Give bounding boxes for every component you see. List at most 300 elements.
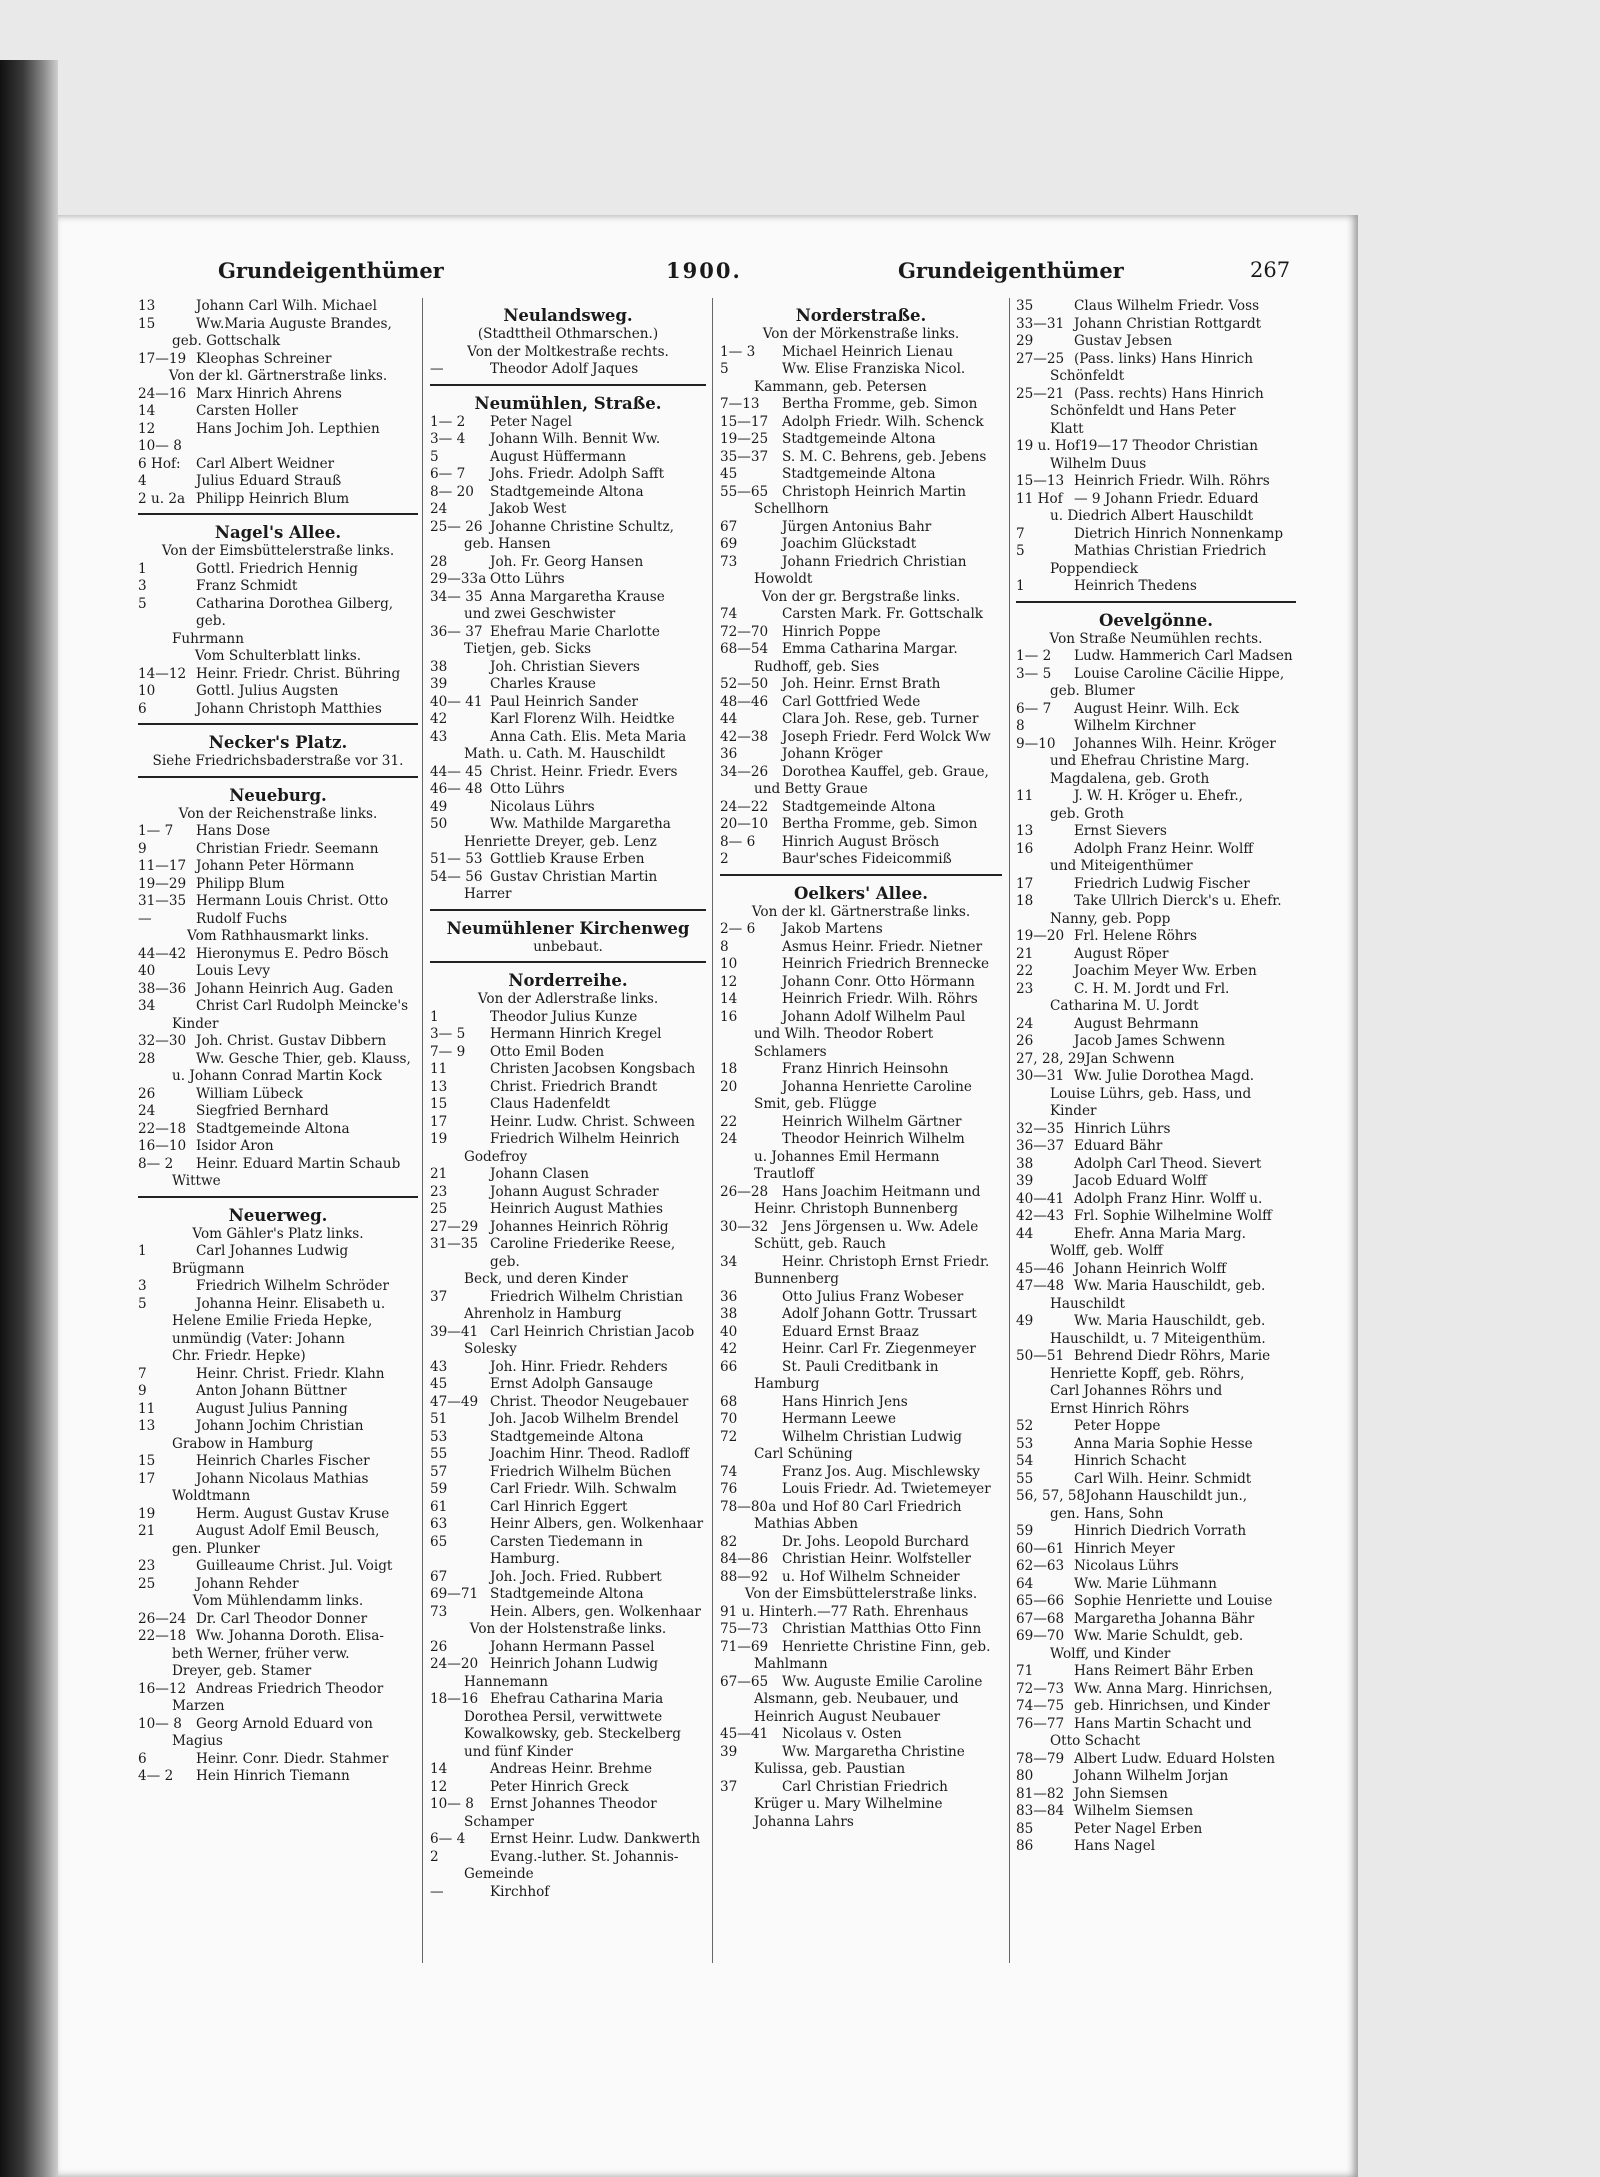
house-number: 32—35 <box>1016 1120 1065 1137</box>
owner-name: Guilleaume Christ. Jul. Voigt <box>196 1558 393 1574</box>
entry-continuation: Hauschildt, u. 7 Miteigenthüm. <box>1050 1330 1266 1347</box>
entry-row <box>430 1639 706 1657</box>
entry-continuation: Wolff, geb. Wolff <box>1050 1243 1163 1259</box>
owner-name: Otto Lührs <box>490 781 565 797</box>
owner-name: C. H. M. Jordt und Frl. <box>1074 980 1230 997</box>
owner-name: Louise Caroline Cäcilie Hippe, <box>1074 665 1285 682</box>
owner-name: Heinr. Carl Fr. Ziegenmeyer <box>782 1341 976 1357</box>
entry-continuation: Trautloff <box>754 1166 815 1182</box>
owner-name: Joh. Hinr. Friedr. Rehders <box>490 1358 668 1375</box>
entry-row <box>430 1481 706 1499</box>
owner-name: Johann August Schrader <box>490 1183 659 1200</box>
house-number: 16 <box>1016 840 1034 857</box>
house-number: 22—18 <box>138 1628 187 1644</box>
owner-name: Ww. Johanna Doroth. Elisa- <box>196 1628 384 1644</box>
entry-row <box>720 1674 1002 1692</box>
owner-name: Asmus Heinr. Friedr. Nietner <box>782 938 983 955</box>
entry-row <box>1016 1716 1296 1734</box>
owner-name: Emma Catharina Margar. <box>782 641 958 657</box>
entry-row <box>430 361 706 379</box>
entry-row <box>430 1201 706 1219</box>
house-number: 13 <box>138 298 156 314</box>
owner-name: Philipp Blum <box>196 875 285 892</box>
owner-name: Stadtgemeinde Altona <box>782 466 936 482</box>
house-number: 20—10 <box>720 816 769 832</box>
house-number: 67—65 <box>720 1673 769 1690</box>
house-number: 29 <box>1016 333 1034 349</box>
house-number: 55—65 <box>720 483 769 500</box>
entry-row <box>720 484 1002 502</box>
entry-row <box>720 1534 1002 1552</box>
entry-row <box>430 1026 706 1044</box>
owner-name: Hans Reimert Bähr Erben <box>1074 1663 1254 1679</box>
house-number: 83—84 <box>1016 1803 1065 1819</box>
house-number: 85 <box>1016 1820 1034 1837</box>
house-number: 61 <box>430 1498 448 1515</box>
house-number: 51— 53 <box>430 851 483 867</box>
entry-row <box>720 676 1002 694</box>
entry-row <box>720 694 1002 712</box>
entry-row <box>430 431 706 449</box>
owner-name: Paul Heinrich Sander <box>490 693 639 710</box>
entry-row <box>1016 736 1296 754</box>
entry-continuation: Johanna Lahrs <box>754 1813 854 1830</box>
column-4 <box>1016 298 1296 1856</box>
house-number: 2— 6 <box>720 921 756 937</box>
owner-name: Dr. Carl Theodor Donner <box>196 1610 368 1627</box>
entry-row <box>430 1236 706 1271</box>
house-number: 24 <box>138 1103 156 1119</box>
section-rule <box>138 1196 418 1198</box>
owner-name: Gustav Christian Martin <box>490 868 658 885</box>
entry-continuation: Grabow in Hamburg <box>172 1435 314 1452</box>
entry-row <box>430 694 706 712</box>
owner-name: Joh. Christ. Gustav Dibbern <box>196 1033 387 1049</box>
house-number: 72—70 <box>720 623 769 640</box>
owner-name: — 9 Johann Friedr. Eduard <box>1074 490 1259 507</box>
house-number: 44—42 <box>138 945 187 962</box>
entry-row <box>1016 876 1296 894</box>
section-rule <box>430 909 706 911</box>
entry-row <box>720 1061 1002 1079</box>
house-number: 38 <box>1016 1155 1034 1172</box>
owner-name: Johann Christian Rottgardt <box>1074 315 1262 332</box>
owner-name: Jens Jörgensen u. Ww. Adele <box>782 1218 979 1235</box>
house-number: 8— 2 <box>138 1155 174 1172</box>
entry-row <box>1016 1698 1296 1716</box>
house-number: 25—21 <box>1016 385 1065 402</box>
owner-name: Carsten Mark. Fr. Gottschalk <box>782 606 984 622</box>
entry-row <box>430 501 706 519</box>
house-number: 29—33a <box>430 571 487 587</box>
entry-row <box>138 1401 418 1419</box>
house-number: 1— 3 <box>720 343 756 360</box>
entry-row <box>1016 1261 1296 1279</box>
entry-row <box>430 1761 706 1779</box>
section-rule <box>138 723 418 725</box>
entry-row <box>720 519 1002 537</box>
entry-row <box>430 554 706 572</box>
owner-name: Clara Joh. Rese, geb. Turner <box>782 711 979 727</box>
owner-name: Christian Friedr. Seemann <box>196 840 379 857</box>
house-number: 1 <box>1016 578 1025 594</box>
entry-continuation: Schönfeldt und Hans Peter <box>1050 403 1236 419</box>
house-number: 67—68 <box>1016 1610 1065 1627</box>
entry-row <box>138 1628 418 1646</box>
owner-name: Mathias Christian Friedrich <box>1074 543 1267 559</box>
house-number: 16—10 <box>138 1138 187 1154</box>
owner-name: Bertha Fromme, geb. Simon <box>782 816 978 832</box>
entry-row <box>430 571 706 589</box>
house-number: 88—92 <box>720 1568 769 1585</box>
entry-row <box>138 701 418 719</box>
column-2 <box>430 298 706 1901</box>
entry-row <box>430 624 706 642</box>
owner-name: Anna Cath. Elis. Meta Maria <box>490 728 687 745</box>
entry-row <box>1016 1803 1296 1821</box>
owner-name: Johannes Wilh. Heinr. Kröger <box>1074 735 1276 752</box>
house-number: 69—70 <box>1016 1628 1065 1644</box>
owner-name: Jacob Eduard Wolff <box>1074 1173 1207 1189</box>
entry-row <box>138 1366 418 1384</box>
house-number: 64 <box>1016 1575 1034 1592</box>
section-note: Von der kl. Gärtnerstraße links. <box>751 903 971 920</box>
entry-row <box>720 1499 1002 1517</box>
owner-name: Heinrich Thedens <box>1074 578 1197 594</box>
entry-row <box>138 456 418 474</box>
house-number: 18 <box>1016 893 1034 909</box>
street-heading: Neulandsweg. <box>503 306 633 325</box>
owner-name: Adolph Franz Hinr. Wolff u. <box>1074 1190 1263 1207</box>
house-number: 6— 7 <box>1016 700 1052 717</box>
owner-name: Johanna Heinr. Elisabeth u. <box>196 1295 386 1312</box>
owner-name: Johanna Henriette Caroline <box>782 1078 972 1095</box>
entry-row <box>720 1481 1002 1499</box>
entry-continuation: Henriette Dreyer, geb. Lenz <box>464 833 657 850</box>
entry-continuation: Wolff, und Kinder <box>1050 1645 1171 1662</box>
house-number: 26 <box>430 1638 448 1655</box>
owner-name: Theodor Julius Kunze <box>490 1008 638 1025</box>
entry-row <box>720 641 1002 659</box>
house-number: 40 <box>720 1323 738 1340</box>
owner-name: Franz Hinrich Heinsohn <box>782 1061 949 1077</box>
owner-name: Hans Jochim Joh. Lepthien <box>196 420 380 437</box>
entry-row <box>430 711 706 729</box>
house-number: 9 <box>138 840 147 857</box>
house-number: 3 <box>138 578 147 594</box>
house-number: 12 <box>720 973 738 990</box>
owner-name: Johann Heinrich Aug. Gaden <box>196 980 394 997</box>
entry-row <box>720 396 1002 414</box>
owner-name: Ww. Gesche Thier, geb. Klauss, <box>196 1050 411 1067</box>
house-number: 27—25 <box>1016 350 1065 367</box>
house-number: 25 <box>138 1575 156 1592</box>
entry-row <box>1016 1821 1296 1839</box>
house-number: 31—35 <box>430 1236 479 1252</box>
house-number: 23 <box>138 1558 156 1574</box>
entry-row <box>1016 928 1296 946</box>
entry-row <box>1016 648 1296 666</box>
house-number: 3— 5 <box>1016 665 1052 682</box>
owner-name: Johann Hauschildt jun., <box>1085 1488 1248 1504</box>
entry-row <box>1016 1768 1296 1786</box>
entry-row <box>720 1429 1002 1447</box>
entry-row <box>138 1471 418 1489</box>
house-number: 22—18 <box>138 1120 187 1137</box>
entry-continuation: Smit, geb. Flügge <box>754 1096 877 1112</box>
entry-row <box>430 484 706 502</box>
entry-row <box>138 1086 418 1104</box>
entry-row <box>430 1219 706 1237</box>
owner-name: Peter Nagel <box>490 413 573 430</box>
entry-row <box>1016 1068 1296 1086</box>
entry-row <box>138 963 418 981</box>
entry-row <box>720 1009 1002 1027</box>
entry-row <box>430 869 706 887</box>
house-number: 21 <box>1016 945 1034 962</box>
entry-row <box>430 816 706 834</box>
owner-name: Isidor Aron <box>196 1138 274 1154</box>
house-number: 5 <box>430 448 439 465</box>
owner-name: Georg Arnold Eduard von <box>196 1715 373 1732</box>
entry-continuation: Math. u. Cath. M. Hauschildt <box>464 746 666 762</box>
section-note: Siehe Friedrichsbaderstraße vor 31. <box>152 753 404 769</box>
owner-name: Carl Wilh. Heinr. Schmidt <box>1074 1470 1252 1487</box>
entry-continuation: u. Johannes Emil Hermann <box>754 1148 940 1165</box>
house-number: 38 <box>430 658 448 675</box>
entry-row <box>430 659 706 677</box>
house-number: 50 <box>430 816 448 832</box>
house-number: 19 <box>138 1505 156 1522</box>
owner-name: Otto Lührs <box>490 571 565 587</box>
house-number: 52—50 <box>720 676 769 692</box>
house-number: 1— 7 <box>138 823 174 839</box>
entry-continuation: und Ehefrau Christine Marg. <box>1050 753 1250 769</box>
owner-name: Dietrich Hinrich Nonnenkamp <box>1074 525 1284 542</box>
owner-name: Ernst Sievers <box>1074 823 1167 839</box>
house-number: 43 <box>430 1358 448 1375</box>
owner-name: Heinrich Charles Fischer <box>196 1453 370 1469</box>
house-number: 17 <box>430 1113 448 1130</box>
section-note: Vom Rathhausmarkt links. <box>187 928 369 944</box>
entry-continuation: Schellhorn <box>754 501 829 517</box>
owner-name: Stadtgemeinde Altona <box>490 483 644 500</box>
entry-row <box>138 893 418 911</box>
street-heading: Oevelgönne. <box>1098 610 1213 630</box>
entry-row <box>138 491 418 509</box>
owner-name: Hans Dose <box>196 823 271 839</box>
entry-continuation: Dreyer, geb. Stamer <box>172 1663 312 1679</box>
column-3 <box>720 298 1002 1831</box>
owner-name: Johann Kröger <box>782 746 883 762</box>
owner-name: Hieronymus E. Pedro Bösch <box>196 945 389 962</box>
house-number: 5 <box>138 595 147 612</box>
entry-row <box>720 1306 1002 1324</box>
house-number: 1 <box>138 1243 147 1259</box>
entry-row <box>720 1114 1002 1132</box>
entry-continuation: Otto Schacht <box>1050 1733 1141 1749</box>
house-number: 70 <box>720 1411 738 1427</box>
owner-name: Otto Emil Boden <box>490 1043 605 1060</box>
owner-name: Joachim Hinr. Theod. Radloff <box>490 1446 690 1462</box>
entry-row <box>138 1716 418 1734</box>
house-number: 6— 4 <box>430 1831 466 1847</box>
house-number: 33—31 <box>1016 315 1065 332</box>
house-number: 72—73 <box>1016 1680 1065 1697</box>
house-number: 44 <box>720 711 738 727</box>
house-number: 17 <box>138 1470 156 1487</box>
entry-row <box>720 344 1002 362</box>
entry-row <box>1016 1523 1296 1541</box>
house-number: 16 <box>720 1008 738 1025</box>
house-number: 52 <box>1016 1418 1034 1434</box>
owner-name: Ww. Margaretha Christine <box>782 1743 965 1760</box>
entry-continuation: Kowalkowsky, geb. Steckelberg <box>464 1726 681 1742</box>
house-number: 13 <box>1016 823 1034 839</box>
house-number: 39 <box>430 676 448 692</box>
house-number: 35 <box>1016 298 1034 314</box>
house-number: 27, 28, 29 <box>1016 1050 1086 1067</box>
owner-name: Louis Friedr. Ad. Twietemeyer <box>782 1481 991 1497</box>
entry-row <box>138 1296 418 1314</box>
entry-row <box>720 1411 1002 1429</box>
entry-continuation: geb. Gottschalk <box>172 333 281 349</box>
owner-name: Ww. Marie Schuldt, geb. <box>1074 1628 1244 1644</box>
header-left-title: Grundeigenthümer <box>218 258 444 283</box>
owner-name: Ww. Maria Hauschildt, geb. <box>1074 1278 1266 1294</box>
entry-row <box>138 1681 418 1699</box>
entry-row <box>720 834 1002 852</box>
entry-row <box>138 998 418 1016</box>
house-number: 1— 2 <box>430 413 466 430</box>
house-number: 24—16 <box>138 385 187 402</box>
entry-row <box>138 386 418 404</box>
house-number: 24—20 <box>430 1656 479 1672</box>
owner-name: Hein Hinrich Tiemann <box>196 1768 350 1784</box>
street-heading: Norderreihe. <box>508 971 628 990</box>
house-number: 23 <box>430 1183 448 1200</box>
entry-row <box>720 1359 1002 1377</box>
entry-row <box>1016 893 1296 911</box>
entry-row <box>138 1418 418 1436</box>
entry-row <box>430 1044 706 1062</box>
entry-row <box>138 1611 418 1629</box>
owner-name: Siegfried Bernhard <box>196 1103 329 1119</box>
house-number: 9—10 <box>1016 735 1056 752</box>
house-number: 19—20 <box>1016 928 1065 944</box>
entry-row <box>720 764 1002 782</box>
house-number: 10— 8 <box>138 438 182 454</box>
house-number: 1 <box>138 560 147 577</box>
entry-row <box>138 911 418 929</box>
entry-continuation: Godefroy <box>464 1148 528 1165</box>
owner-name: Behrend Diedr Röhrs, Marie <box>1074 1348 1271 1364</box>
house-number: 51 <box>430 1411 448 1427</box>
entry-continuation: Kulissa, geb. Paustian <box>754 1761 906 1777</box>
entry-row <box>720 1464 1002 1482</box>
house-number: 39 <box>720 1743 738 1760</box>
house-number: 76 <box>720 1481 738 1497</box>
entry-row <box>138 596 418 631</box>
house-number: 47—48 <box>1016 1278 1065 1294</box>
owner-name: Johann Carl Wilh. Michael <box>196 298 377 314</box>
owner-name: Andreas Heinr. Brehme <box>490 1761 653 1777</box>
owner-name: Joh. Christian Sievers <box>490 658 640 675</box>
book-spine <box>0 60 58 2177</box>
owner-name: St. Pauli Creditbank in <box>782 1358 939 1375</box>
house-number: 45 <box>720 466 738 482</box>
owner-name: Johann Friedrich Christian <box>782 553 967 570</box>
entry-row <box>138 1453 418 1471</box>
entry-continuation: und Betty Graue <box>754 781 868 797</box>
owner-name: Eduard Bähr <box>1074 1138 1163 1154</box>
section-note: (Stadttheil Othmarschen.) <box>477 326 659 342</box>
owner-name: Peter Nagel Erben <box>1074 1820 1203 1837</box>
owner-name: Carl Heinrich Christian Jacob <box>490 1323 695 1340</box>
owner-name: Frl. Sophie Wilhelmine Wolff <box>1074 1208 1272 1224</box>
entry-row <box>720 1254 1002 1272</box>
house-number: 6— 7 <box>430 466 466 482</box>
house-number: 44 <box>1016 1225 1034 1242</box>
house-number: 78—79 <box>1016 1750 1065 1767</box>
owner-name: Charles Krause <box>490 676 596 692</box>
owner-name <box>196 438 418 456</box>
owner-name: Adolf Johann Gottr. Trussart <box>782 1306 977 1322</box>
entry-row <box>138 1751 418 1769</box>
house-number: 24—22 <box>720 798 769 815</box>
house-number: 5 <box>1016 543 1025 559</box>
owner-name: Joachim Meyer Ww. Erben <box>1074 963 1257 979</box>
entry-continuation: Schütt, geb. Rauch <box>754 1236 886 1252</box>
house-number: 9 <box>138 1383 147 1399</box>
house-number: 60—61 <box>1016 1540 1065 1557</box>
owner-name: Gottl. Friedrich Hennig <box>196 560 358 577</box>
house-number: 10 <box>720 956 738 972</box>
entry-row <box>1016 1751 1296 1769</box>
entry-row <box>1016 526 1296 544</box>
owner-name: Heinr Albers, gen. Wolkenhaar <box>490 1516 704 1532</box>
owner-name: Carl Johannes Ludwig <box>196 1243 349 1259</box>
owner-name: Heinr. Eduard Martin Schaub <box>196 1155 401 1172</box>
house-number: 14 <box>720 991 738 1007</box>
entry-row <box>720 554 1002 572</box>
owner-name: Heinrich Friedr. Wilh. Röhrs <box>1074 473 1270 489</box>
section-note: unbebaut. <box>533 938 603 955</box>
owner-name: Friedrich Wilhelm Büchen <box>490 1463 672 1480</box>
owner-name: Hinrich Poppe <box>782 623 881 640</box>
house-number: 55 <box>430 1446 448 1462</box>
house-number: 16—12 <box>138 1680 187 1697</box>
entry-row <box>430 851 706 869</box>
entry-row <box>720 1219 1002 1237</box>
owner-name: Hermann Hinrich Kregel <box>490 1026 662 1042</box>
entry-row <box>1016 1663 1296 1681</box>
entry-row <box>1016 1156 1296 1174</box>
entry-row <box>430 1429 706 1447</box>
owner-name: Johanne Christine Schultz, <box>490 518 675 535</box>
entry-row <box>1016 1453 1296 1471</box>
house-number: 35—37 <box>720 448 769 465</box>
owner-name: Jan Schwenn <box>1085 1050 1175 1067</box>
column-divider <box>1009 298 1010 1963</box>
owner-name: Marx Hinrich Ahrens <box>196 385 342 402</box>
entry-continuation: Dorothea Persil, verwittwete <box>464 1708 663 1725</box>
entry-row <box>1016 1208 1296 1226</box>
house-number: 74—75 <box>1016 1698 1065 1714</box>
house-number: 39—41 <box>430 1323 479 1340</box>
owner-name: Christoph Heinrich Martin <box>782 483 967 500</box>
owner-name: Ww. Anna Marg. Hinrichsen, <box>1074 1680 1273 1697</box>
